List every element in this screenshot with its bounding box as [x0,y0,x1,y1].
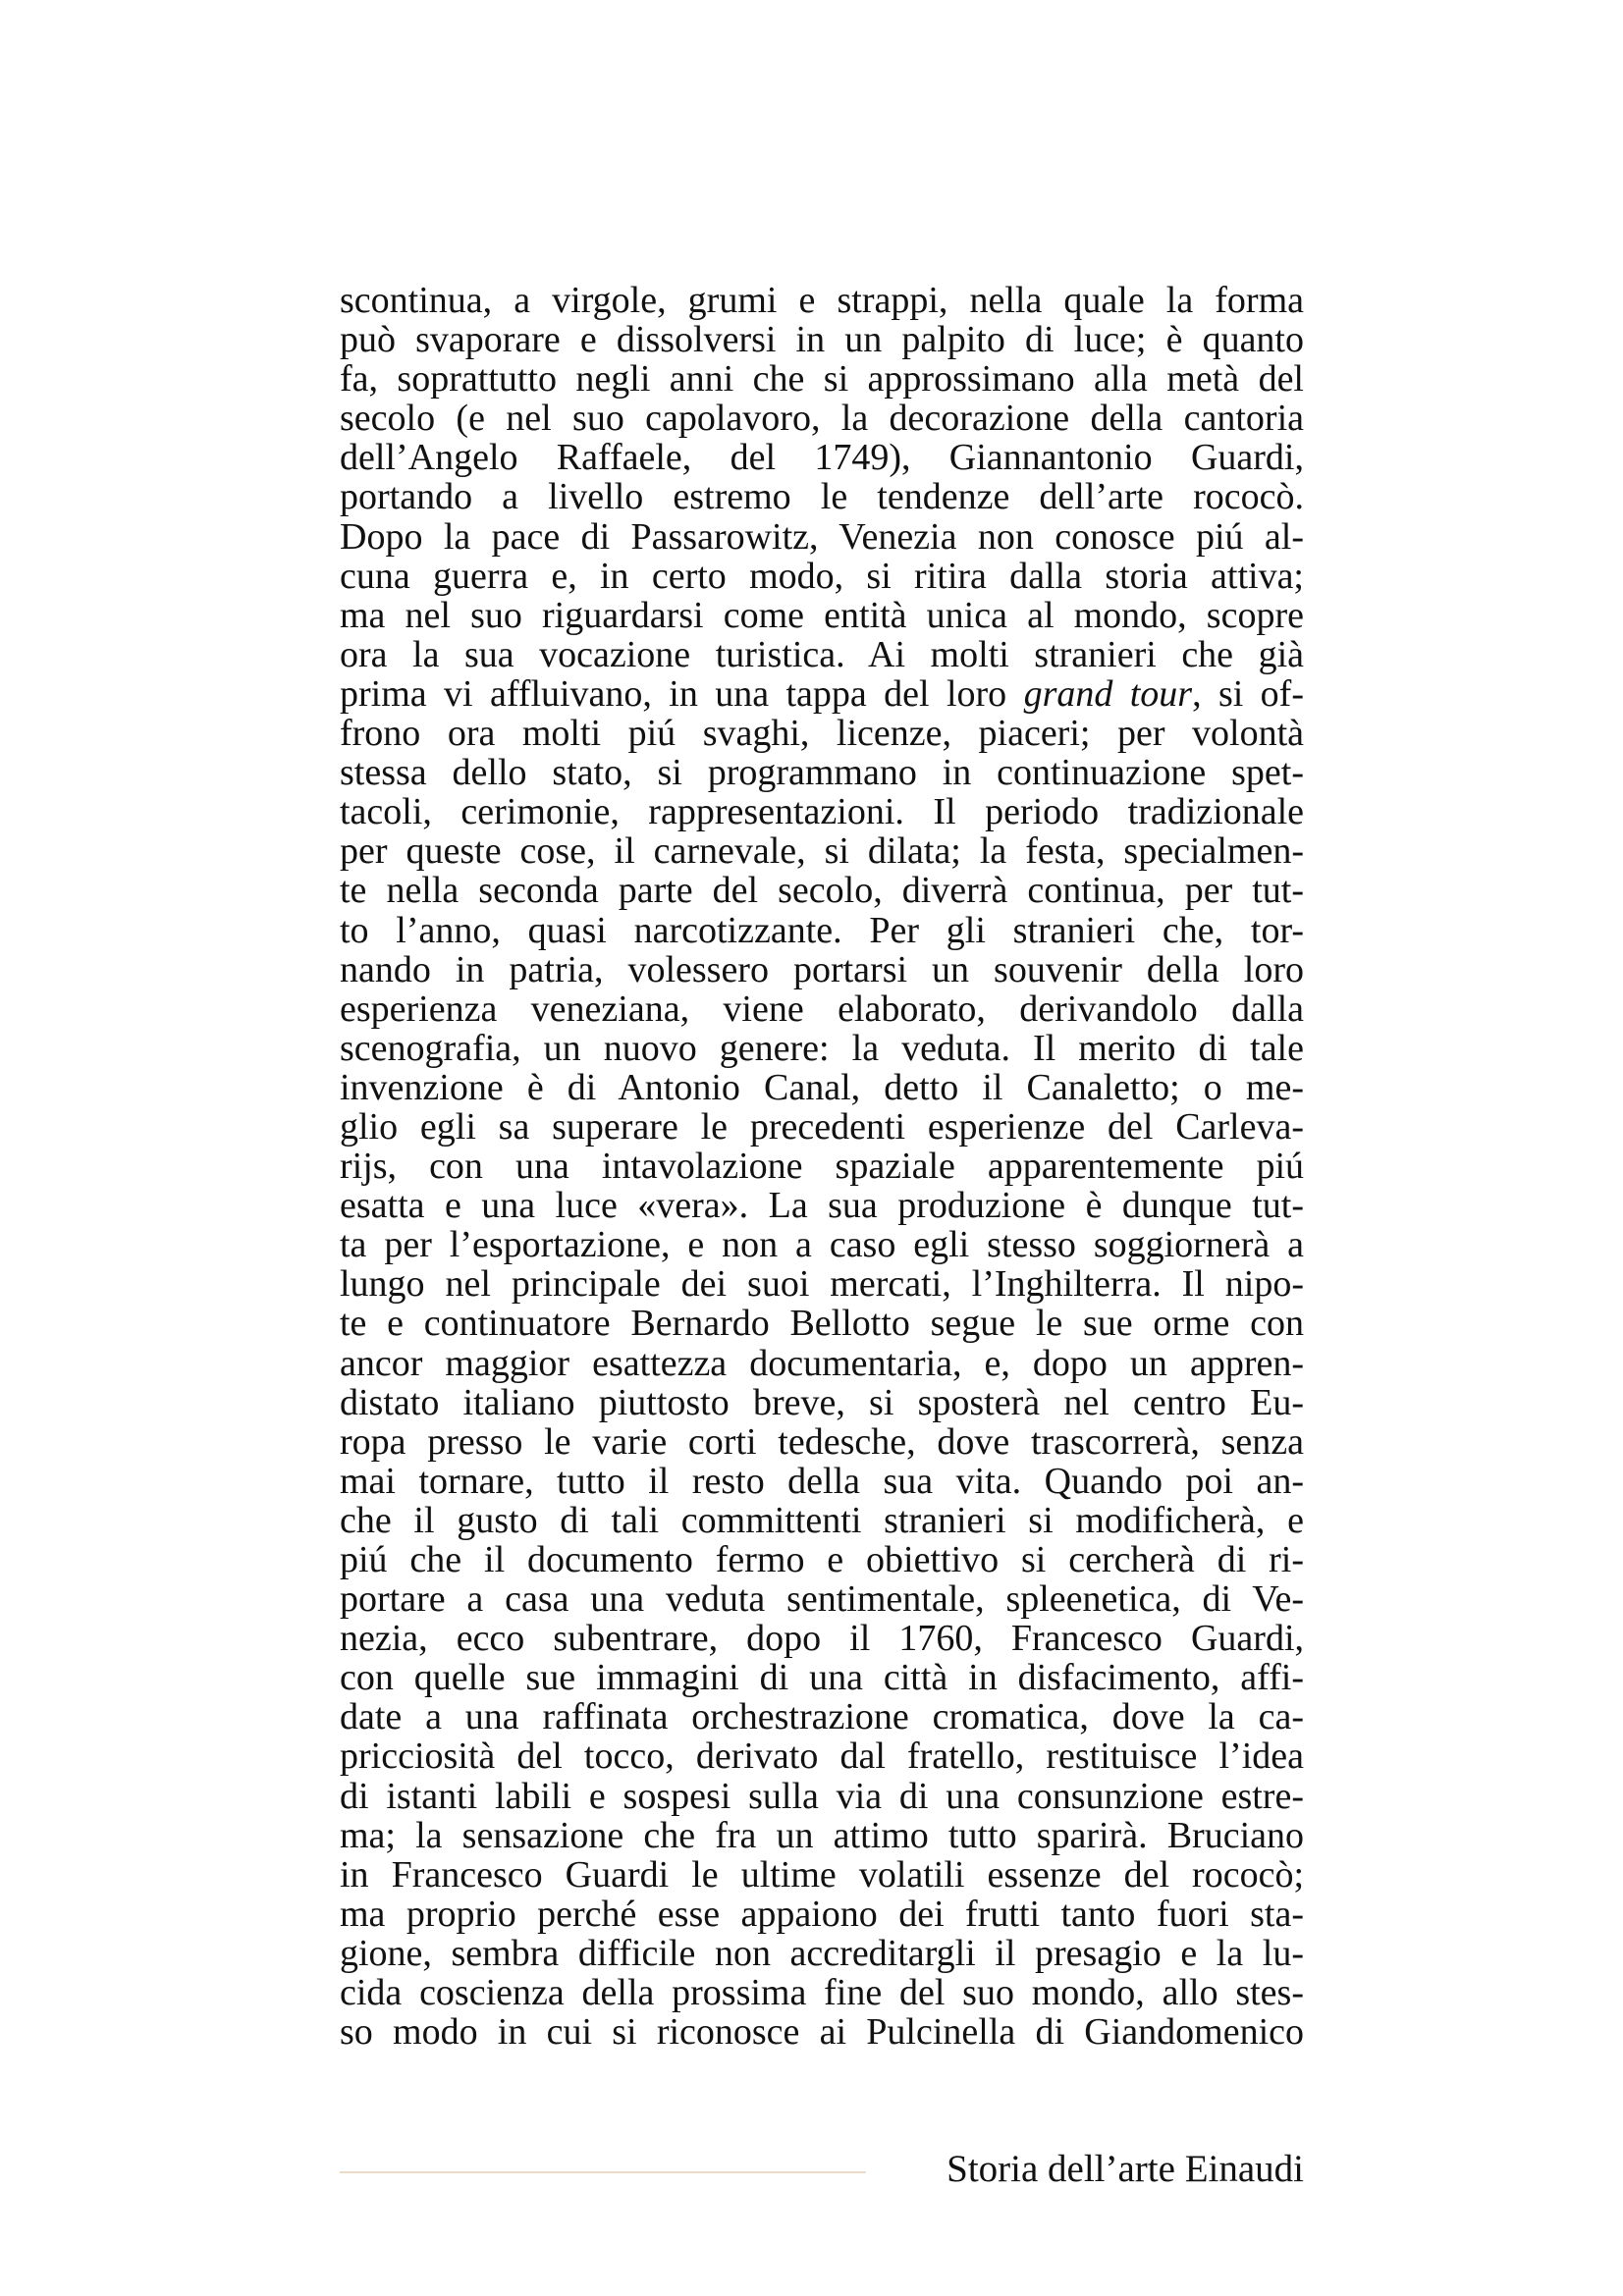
text-line: ma; la sensazione che fra un attimo tutto sparirà. Bruciano [340,1815,1304,1855]
text-line: tacoli, cerimonie, rappresentazioni. Il periodo tradizionale [340,792,1304,832]
text-line: nando in patria, volessero portarsi un souvenir della loro [340,949,1304,989]
body-text [340,281,1304,2052]
text-line: piú che il documento fermo e obiettivo si cercherà di ri- [340,1540,1304,1580]
text-line: secolo (e nel suo capolavoro, la decorazione della cantoria [340,399,1304,439]
text-line: te nella seconda parte del secolo, diverrà continua, per tut- [340,871,1304,911]
text-line: to l’anno, quasi narcotizzante. Per gli stranieri che, tor- [340,910,1304,950]
text-line: può svaporare e dissolversi in un palpito di luce; è quanto [340,320,1304,360]
text-line: ma proprio perché esse appaiono dei frutti tanto fuori sta- [340,1894,1304,1934]
text-line: distato italiano piuttosto breve, si sposterà nel centro Eu- [340,1382,1304,1422]
text-line: ta per l’esportazione, e non a caso egli stesso soggiornerà a [340,1225,1304,1265]
text-line: ma nel suo riguardarsi come entità unica al mondo, scopre [340,595,1304,635]
text-line: date a una raffinata orchestrazione cromatica, dove la ca- [340,1697,1304,1737]
text-line: scontinua, a virgole, grumi e strappi, nella quale la forma [340,281,1304,321]
text-line: nezia, ecco subentrare, dopo il 1760, Francesco Guardi, [340,1619,1304,1659]
text-line: mai tornare, tutto il resto della sua vita. Quando poi an- [340,1461,1304,1501]
text-line: Dopo la pace di Passarowitz, Venezia non conosce piú al- [340,516,1304,557]
text-line: dell’Angelo Raffaele, del 1749), Giannantonio Guardi, [340,438,1304,478]
text-segment: prima vi affluivano, in una tappa del loro [340,673,1024,715]
text-line: di istanti labili e sospesi sulla via di una consunzione estre- [340,1776,1304,1816]
text-line: esatta e una luce «vera». La sua produzione è dunque tut- [340,1186,1304,1226]
page-footer [340,2144,1304,2195]
text-line: stessa dello stato, si programmano in continuazione spet- [340,753,1304,793]
text-line: che il gusto di tali committenti stranieri si modificherà, e [340,1500,1304,1540]
italic-term: grand tour [1023,673,1193,715]
footer-rule [340,2171,866,2173]
text-segment: , si of- [1192,673,1304,715]
text-line: ropa presso le varie corti tedesche, dove trascorrerà, senza [340,1421,1304,1462]
text-line: con quelle sue immagini di una città in disfacimento, affi- [340,1658,1304,1698]
text-line: per queste cose, il carnevale, si dilata; la festa, specialmen- [340,831,1304,872]
text-line: so modo in cui si riconosce ai Pulcinella di Giandomenico [340,2012,1304,2053]
text-line: fa, soprattutto negli anni che si approssimano alla metà del [340,359,1304,400]
text-line: gione, sembra difficile non accreditargli il presagio e la lu- [340,1933,1304,1974]
text-line: in Francesco Guardi le ultime volatili essenze del rococò; [340,1854,1304,1895]
text-line: cida coscienza della prossima fine del suo mondo, allo stes- [340,1973,1304,2013]
text-line: cuna guerra e, in certo modo, si ritira dalla storia attiva; [340,556,1304,596]
text-line: esperienza veneziana, viene elaborato, derivandolo dalla [340,988,1304,1029]
text-line-with-italic [340,674,1304,714]
text-line: frono ora molti piú svaghi, licenze, piaceri; per volontà [340,714,1304,754]
text-line: glio egli sa superare le precedenti esperienze del Carleva- [340,1106,1304,1148]
text-line: ora la sua vocazione turistica. Ai molti stranieri che già [340,634,1304,674]
text-line: pricciosità del tocco, derivato dal fratello, restituisce l’idea [340,1736,1304,1777]
text-line: ancor maggior esattezza documentaria, e, dopo un appren- [340,1343,1304,1383]
text-line: portare a casa una veduta sentimentale, spleenetica, di Ve- [340,1579,1304,1620]
text-line: lungo nel principale dei suoi mercati, l’Inghilterra. Il nipo- [340,1264,1304,1305]
footer-title: Storia dell’arte Einaudi [947,2148,1304,2190]
text-line: scenografia, un nuovo genere: la veduta. Il merito di tale [340,1028,1304,1068]
text-line: portando a livello estremo le tendenze dell’arte rococò. [340,477,1304,517]
text-line: te e continuatore Bernardo Bellotto segue le sue orme con [340,1304,1304,1344]
text-line: invenzione è di Antonio Canal, detto il Canaletto; o me- [340,1067,1304,1107]
text-line: rijs, con una intavolazione spaziale apparentemente piú [340,1147,1304,1187]
